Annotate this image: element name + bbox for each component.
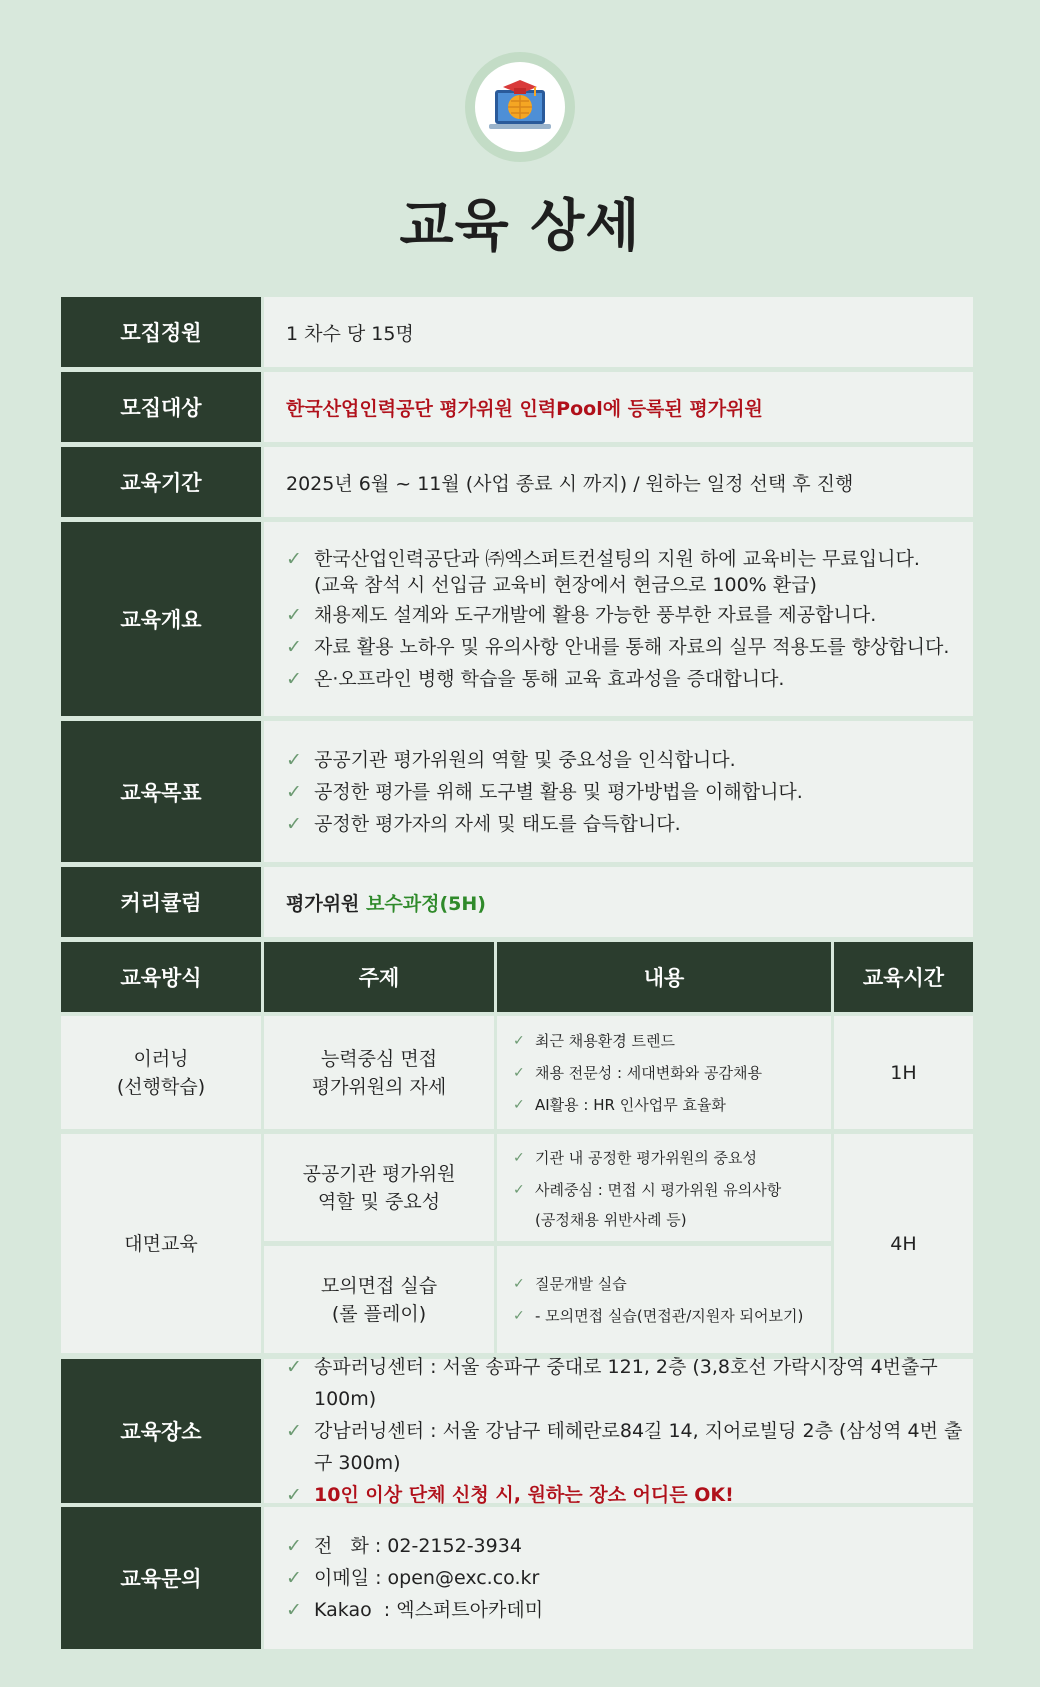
check-icon: ✓ bbox=[286, 1484, 302, 1506]
list-item bbox=[513, 1174, 781, 1206]
check-icon: ✓ bbox=[286, 1535, 302, 1557]
elearning-hours-text: 1H bbox=[890, 1061, 917, 1084]
row-overview bbox=[61, 522, 973, 716]
content-text: 기관 내 공정한 평가위원의 중요성 bbox=[535, 1148, 757, 1167]
goal-item-text: 공정한 평가를 위해 도구별 활용 및 평가방법을 이해합니다. bbox=[314, 780, 803, 803]
row-location bbox=[61, 1356, 973, 1506]
cell-elearning-topic bbox=[264, 1016, 494, 1129]
cell-offline-content2 bbox=[497, 1246, 831, 1353]
label-curriculum: 커리큘럼 bbox=[61, 867, 261, 937]
th-content: 내용 bbox=[497, 942, 831, 1012]
list-item bbox=[286, 1594, 973, 1626]
overview-item-text: 한국산업인력공단과 ㈜엑스퍼트컨설팅의 지원 하에 교육비는 무료입니다. bbox=[314, 548, 920, 570]
cell-elearning-content bbox=[497, 1016, 831, 1129]
list-item bbox=[286, 631, 973, 663]
logo-inner bbox=[475, 62, 565, 152]
list-item bbox=[286, 1415, 973, 1479]
list-item bbox=[513, 1025, 675, 1057]
contact-phone: 전 화 : 02-2152-3934 bbox=[314, 1535, 522, 1557]
list-item bbox=[286, 808, 973, 840]
elearning-method-line: (선행학습) bbox=[116, 1075, 206, 1098]
value-goals bbox=[264, 721, 973, 862]
value-overview bbox=[264, 522, 973, 716]
list-item bbox=[286, 776, 973, 808]
label-goals: 교육목표 bbox=[61, 721, 261, 862]
content-text: 질문개발 실습 bbox=[535, 1274, 627, 1293]
cell-elearning-hours bbox=[834, 1016, 973, 1129]
value-period bbox=[264, 447, 973, 517]
check-icon: ✓ bbox=[286, 1599, 302, 1621]
value-location bbox=[264, 1356, 973, 1506]
th-topic: 주제 bbox=[264, 942, 494, 1012]
label-recruit-target: 모집대상 bbox=[61, 372, 261, 442]
content-note: (공정채용 위반사례 등) bbox=[535, 1210, 687, 1229]
list-item bbox=[286, 744, 973, 776]
contact-email[interactable]: 이메일 : open@exc.co.kr bbox=[314, 1567, 540, 1589]
offline-method-text: 대면교육 bbox=[124, 1232, 198, 1255]
offline-hours-text: 4H bbox=[890, 1232, 917, 1255]
label-overview: 교육개요 bbox=[61, 522, 261, 716]
check-icon: ✓ bbox=[286, 1567, 302, 1589]
overview-item-text: 채용제도 설계와 도구개발에 활용 가능한 풍부한 자료를 제공합니다. bbox=[314, 604, 877, 626]
check-icon: ✓ bbox=[513, 1032, 525, 1049]
content-text: 채용 전문성 : 세대변화와 공감채용 bbox=[535, 1063, 762, 1082]
row-goals bbox=[61, 721, 973, 862]
list-item bbox=[286, 663, 973, 695]
elearning-method-line: 이러닝 bbox=[133, 1047, 189, 1070]
content-text: AI활용 : HR 인사업무 효율화 bbox=[535, 1095, 726, 1114]
laptop-graduation-icon bbox=[485, 76, 555, 138]
list-item bbox=[513, 1089, 726, 1121]
value-contact bbox=[264, 1507, 973, 1649]
cell-elearning-method bbox=[61, 1016, 261, 1129]
cell-offline-hours bbox=[834, 1134, 973, 1353]
list-item bbox=[513, 1142, 757, 1174]
label-period: 교육기간 bbox=[61, 447, 261, 517]
check-icon: ✓ bbox=[286, 604, 302, 626]
recruit-count-text: 1 차수 당 15명 bbox=[286, 322, 414, 345]
check-icon: ✓ bbox=[286, 1356, 302, 1378]
logo-badge bbox=[465, 52, 575, 162]
th-method: 교육방식 bbox=[61, 942, 261, 1012]
curriculum-highlight: 보수과정(5H) bbox=[366, 892, 486, 915]
row-contact bbox=[61, 1507, 973, 1649]
label-recruit-count: 모집정원 bbox=[61, 297, 261, 367]
value-curriculum bbox=[264, 867, 973, 937]
value-recruit-target bbox=[264, 372, 973, 442]
check-icon: ✓ bbox=[286, 780, 302, 803]
overview-item-text: 자료 활용 노하우 및 유의사항 안내를 통해 자료의 실무 적용도를 향상합니다. bbox=[314, 636, 950, 658]
label-location: 교육장소 bbox=[61, 1359, 261, 1503]
goal-item-text: 공정한 평가자의 자세 및 태도를 습득합니다. bbox=[314, 812, 681, 835]
th-hours: 교육시간 bbox=[834, 942, 973, 1012]
cell-offline-method bbox=[61, 1134, 261, 1353]
offline-topic-line: 공공기관 평가위원 bbox=[302, 1162, 456, 1185]
check-icon: ✓ bbox=[286, 636, 302, 658]
period-text: 2025년 6월 ~ 11월 (사업 종료 시 까지) / 원하는 일정 선택 후 진행 bbox=[286, 472, 854, 495]
curriculum-text bbox=[286, 889, 973, 916]
value-recruit-count bbox=[264, 297, 973, 367]
content-text: - 모의면접 실습(면접관/지원자 되어보기) bbox=[535, 1306, 804, 1325]
check-icon: ✓ bbox=[286, 748, 302, 771]
offline-topic-line: 역할 및 중요성 bbox=[317, 1190, 441, 1213]
overview-item-text: 온·오프라인 병행 학습을 통해 교육 효과성을 증대합니다. bbox=[314, 668, 785, 690]
curriculum-prefix: 평가위원 bbox=[286, 892, 367, 915]
list-item bbox=[286, 1562, 973, 1594]
cell-offline-topic1 bbox=[264, 1134, 494, 1241]
label-contact: 교육문의 bbox=[61, 1507, 261, 1649]
check-icon: ✓ bbox=[513, 1064, 525, 1081]
elearning-topic-line: 능력중심 면접 bbox=[320, 1047, 438, 1070]
check-icon: ✓ bbox=[286, 668, 302, 690]
check-icon: ✓ bbox=[513, 1275, 525, 1292]
goal-item-text: 공공기관 평가위원의 역할 및 중요성을 인식합니다. bbox=[314, 748, 736, 771]
content-text: 사례중심 : 면접 시 평가위원 유의사항 bbox=[535, 1180, 782, 1199]
list-item bbox=[286, 1351, 973, 1415]
check-icon: ✓ bbox=[286, 812, 302, 835]
location-item-text: 10인 이상 단체 신청 시, 원하는 장소 어디든 OK! bbox=[314, 1484, 734, 1506]
list-item bbox=[513, 1268, 627, 1300]
row-curriculum bbox=[61, 867, 973, 937]
row-recruit-count bbox=[61, 297, 973, 367]
list-item bbox=[513, 1057, 762, 1089]
page-title: 교육 상세 bbox=[399, 194, 641, 259]
offline-topic-line: 모의면접 실습 bbox=[320, 1274, 438, 1297]
check-icon: ✓ bbox=[513, 1149, 525, 1166]
recruit-target-text: 한국산업인력공단 평가위원 인력Pool에 등록된 평가위원 bbox=[286, 397, 763, 420]
content-text: 최근 채용환경 트렌드 bbox=[535, 1031, 675, 1050]
location-item-text: 강남러닝센터 : 서울 강남구 테헤란로84길 14, 지어로빌딩 2층 (삼성역 4번 출구 300m) bbox=[314, 1420, 963, 1474]
check-icon: ✓ bbox=[513, 1181, 525, 1198]
check-icon: ✓ bbox=[286, 548, 302, 570]
location-item-text: 송파러닝센터 : 서울 송파구 중대로 121, 2층 (3,8호선 가락시장역 4번출구 100m) bbox=[314, 1356, 938, 1410]
overview-note: (교육 참석 시 선입금 교육비 현장에서 현금으로 100% 환급) bbox=[314, 574, 817, 596]
list-item bbox=[513, 1300, 803, 1332]
row-recruit-target bbox=[61, 372, 973, 442]
row-period bbox=[61, 447, 973, 517]
cell-offline-content1 bbox=[497, 1134, 831, 1241]
contact-kakao: Kakao : 엑스퍼트아카데미 bbox=[314, 1599, 544, 1621]
check-icon: ✓ bbox=[513, 1096, 525, 1113]
list-item bbox=[286, 1530, 973, 1562]
elearning-topic-line: 평가위원의 자세 bbox=[311, 1075, 447, 1098]
cell-offline-topic2 bbox=[264, 1246, 494, 1353]
offline-topic-line: (롤 플레이) bbox=[331, 1302, 427, 1325]
list-item bbox=[286, 599, 973, 631]
check-icon: ✓ bbox=[286, 1420, 302, 1442]
check-icon: ✓ bbox=[513, 1307, 525, 1324]
